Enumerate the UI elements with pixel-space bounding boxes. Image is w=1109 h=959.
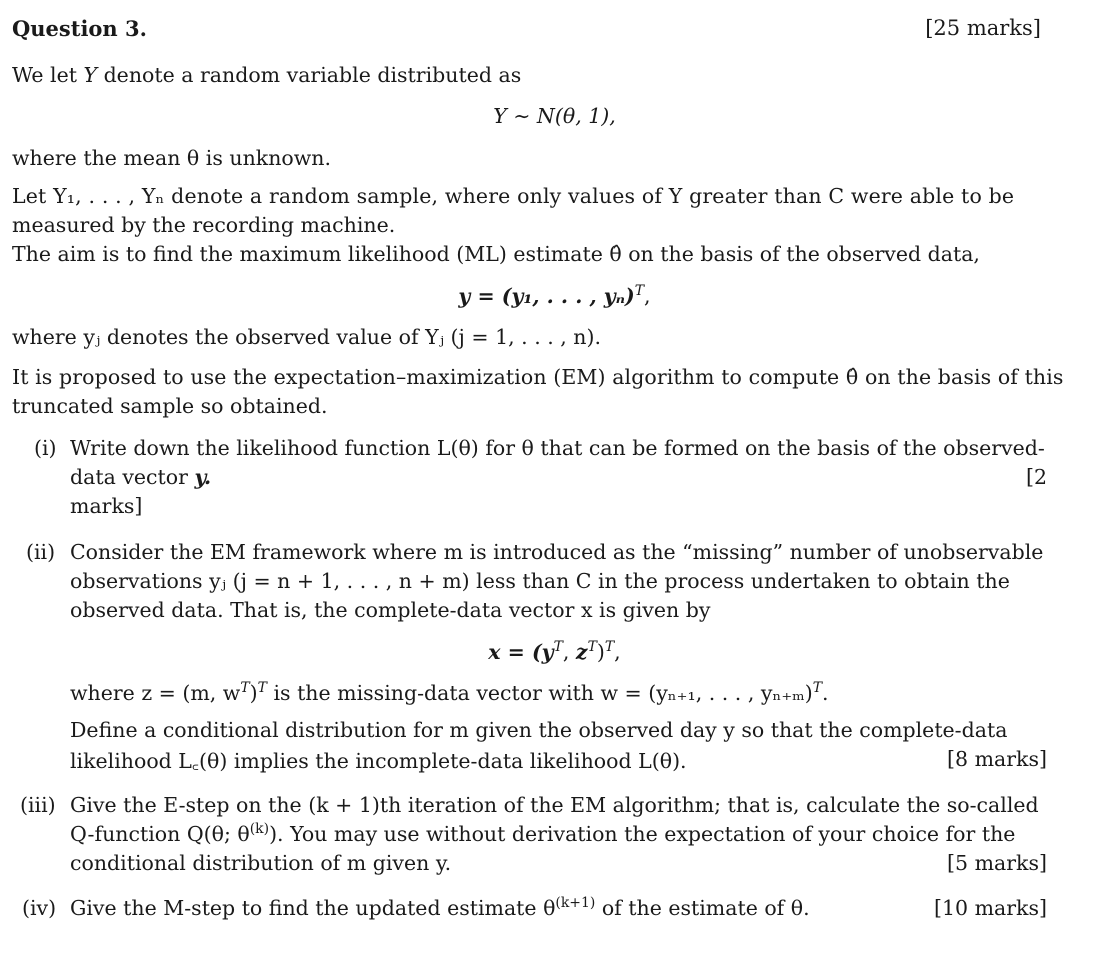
- part-ii-line-2: observations yⱼ (j = n + 1, . . . , n + m) less than C in the process undertaken to obtain the: [70, 569, 1010, 593]
- part-iii-line-1: Give the E-step on the (k + 1)th iteration of the EM algorithm; that is, calculate the so-called: [70, 793, 1039, 817]
- part-i-label: (i): [34, 436, 57, 460]
- part-ii-label: (ii): [26, 540, 56, 564]
- part-iii-line-2: Q-function Q(θ; $\theta^{(k)}$). You may use without derivation the expectation of your choice for the: [70, 821, 1016, 846]
- question-title: Question 3.: [12, 16, 147, 41]
- intro-line-4: The aim is to find the maximum likelihood (ML) estimate θ̂ on the basis of the observed data,: [12, 242, 980, 266]
- part-iv-marks: [10 marks]: [933, 896, 1047, 920]
- part-iii-label: (iii): [20, 793, 56, 817]
- part-i-line-2: data vector y.: [70, 465, 212, 489]
- part-ii-line-1: Consider the EM framework where m is introduced as the “missing” number of unobservable: [70, 540, 1044, 564]
- intro-line-3b: measured by the recording machine.: [12, 213, 396, 237]
- intro-line-5: where yⱼ denotes the observed value of Yⱼ (j = 1, . . . , n).: [12, 325, 602, 349]
- equation-distribution: Y ∼ N(θ, 1),: [493, 104, 616, 128]
- intro-line-2: where the mean θ is unknown.: [12, 146, 332, 170]
- part-iv-line-1: Give the M-step to find the updated estimate $\theta^{(k+1)}$ of the estimate of θ.: [70, 895, 810, 920]
- part-i-line-1: Write down the likelihood function L(θ) for θ that can be formed on the basis of the observed-: [70, 436, 1045, 460]
- equation-observed-data: y = (y₁, . . . , yₙ)$^T$,: [458, 283, 651, 308]
- part-iii-line-3: conditional distribution of m given y.: [70, 851, 452, 875]
- intro-line-1: We let Y denote a random variable distributed as: [12, 63, 522, 87]
- part-iv-label: (iv): [22, 896, 57, 920]
- intro-line-6a: It is proposed to use the expectation–maximization (EM) algorithm to compute θ̂ on the basis of this: [12, 365, 1064, 389]
- part-i-marks-b: marks]: [70, 494, 143, 518]
- total-marks: [25 marks]: [925, 16, 1041, 40]
- intro-line-3a: Let Y₁, . . . , Yₙ denote a random sample, where only values of Y greater than C were able to be: [12, 184, 1015, 208]
- part-iii-marks: [5 marks]: [947, 851, 1047, 875]
- part-i-marks-a: [2: [1025, 465, 1047, 489]
- part-ii-line-5: Define a conditional distribution for m given the observed day y so that the complete-data: [70, 718, 1008, 742]
- part-ii-line-6: likelihood L꜀(θ) implies the incomplete-data likelihood L(θ).: [70, 749, 687, 773]
- equation-complete-data: $x = (y^T$, $z^T)^T$,: [488, 639, 621, 664]
- part-ii-line-3: observed data. That is, the complete-data vector x is given by: [70, 598, 711, 622]
- part-ii-marks: [8 marks]: [947, 747, 1047, 771]
- part-ii-line-4: where z = (m, $w^T)^T$ is the missing-data vector with w = (yₙ₊₁, . . . , yₙ₊ₘ)$^T$.: [70, 680, 829, 705]
- intro-line-6b: truncated sample so obtained.: [12, 394, 328, 418]
